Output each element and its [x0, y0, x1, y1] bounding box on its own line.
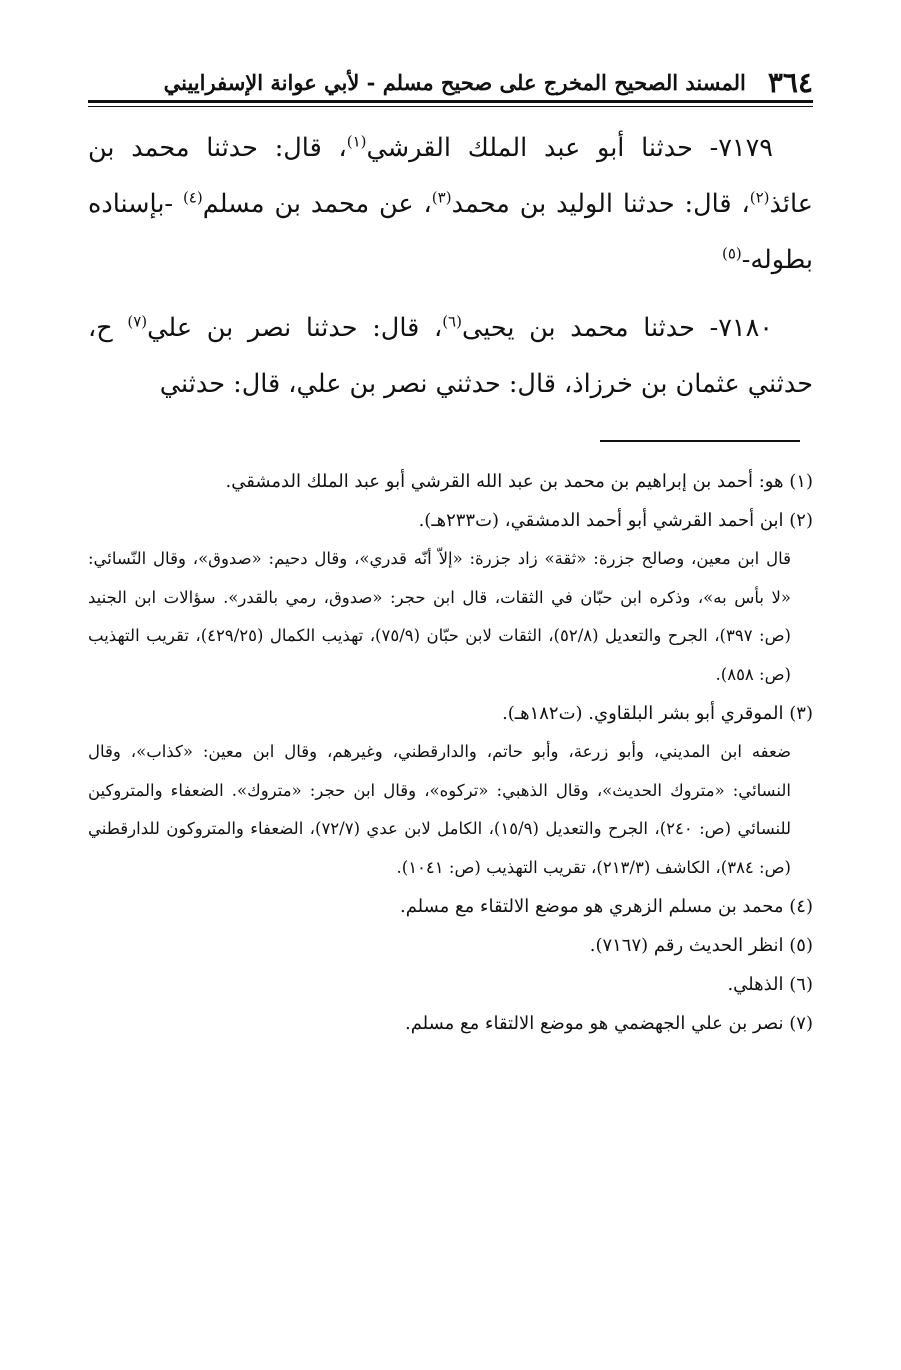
footnote-ref-1[interactable]: (١) — [346, 132, 367, 151]
hadith-7179 — [88, 120, 813, 288]
footnote-separator — [600, 440, 800, 442]
text-run: ، عن محمد بن مسلم — [202, 189, 432, 219]
footnote-ref-7[interactable]: (٧) — [127, 312, 148, 331]
footnote-ref-4[interactable]: (٤) — [182, 188, 203, 207]
text-run: ، قال: حدثنا الوليد بن محمد — [451, 189, 750, 219]
footnote-3: (٣) الموقري أبو بشر البلقاوي. (ت١٨٢هـ). — [502, 703, 813, 724]
header-rule-thin — [88, 106, 813, 107]
running-title: المسند الصحيح المخرج على صحيح مسلم - لأبي عوانة الإسفراييني — [163, 70, 746, 95]
page-header — [88, 62, 813, 98]
footnote-3-detail: ضعفه ابن المديني، وأبو زرعة، وأبو حاتم، والدارقطني، وغيرهم، وقال ابن معين: «كذاب»، وقال النسائي: «متروك الحديث»، وقال الذهبي: «تركوه»، وقال ابن حجر: «متروك». الضعفاء والمتروكين للنسائي (ص: ٢٤٠)، الجرح والتعديل (١٥/٩)، الكامل لابن عدي (٧٢/٧)، الضعفاء والمتروكون للدارقطني (ص: ٣٨٤)، الكاشف (٢١٣/٣)، تقريب التهذيب (ص: ١٠٤١). — [88, 742, 792, 877]
text-run: ، قال: حدثنا نصر بن علي — [147, 313, 443, 343]
footnote-ref-6[interactable]: (٦) — [442, 312, 462, 331]
page-number: ٣٦٤ — [767, 66, 813, 99]
footnote-5: (٥) انظر الحديث رقم (٧١٦٧). — [589, 935, 813, 956]
header-rule-thick — [88, 100, 813, 103]
footnote-2: (٢) ابن أحمد القرشي أبو أحمد الدمشقي، (ت٢٣٣هـ). — [418, 510, 813, 531]
footnote-6: (٦) الذهلي. — [727, 974, 813, 995]
footnote-ref-2[interactable]: (٢) — [749, 188, 770, 207]
footnote-1: (١) هو: أحمد بن إبراهيم بن محمد بن عبد الله القرشي أبو عبد الملك الدمشقي. — [225, 471, 813, 492]
text-run: ح، حدثني عثمان بن خرزاذ، قال: حدثني نصر بن علي، قال: حدثني — [88, 313, 813, 399]
footnote-2-detail: قال ابن معين، وصالح جزرة: «ثقة» زاد جزرة: «إلاّ أنّه قدري»، وقال دحيم: «صدوق»، وقال النّسائي: «لا بأس به»، وذكره ابن حبّان في الثقات، قال ابن حجر: «صدوق، رمي بالقدر». سؤالات ابن الجنيد (ص: ٣٩٧)، الجرح والتعديل (٥٢/٨)، الثقات لابن حبّان (٧٥/٩)، تهذيب الكمال (٤٢٩/٢٥)، تقريب التهذيب (ص: ٨٥٨). — [88, 549, 791, 684]
text-run: ، قال: حدثنا محمد بن عائذ — [88, 133, 813, 219]
text-run: -بإسناده بطوله- — [88, 189, 813, 275]
main-text — [88, 120, 813, 412]
footnote-4: (٤) محمد بن مسلم الزهري هو موضع الالتقاء مع مسلم. — [399, 896, 813, 917]
hadith-7180 — [88, 300, 813, 412]
footnote-7: (٧) نصر بن علي الجهضمي هو موضع الالتقاء مع مسلم. — [404, 1013, 813, 1034]
text-run: ٧١٨٠- حدثنا محمد بن يحيى — [461, 313, 774, 343]
footnotes — [88, 462, 813, 1043]
footnote-ref-3[interactable]: (٣) — [431, 188, 452, 207]
text-run: ٧١٧٩- حدثنا أبو عبد الملك القرشي — [366, 133, 773, 163]
footnote-ref-5[interactable]: (٥) — [721, 244, 742, 263]
